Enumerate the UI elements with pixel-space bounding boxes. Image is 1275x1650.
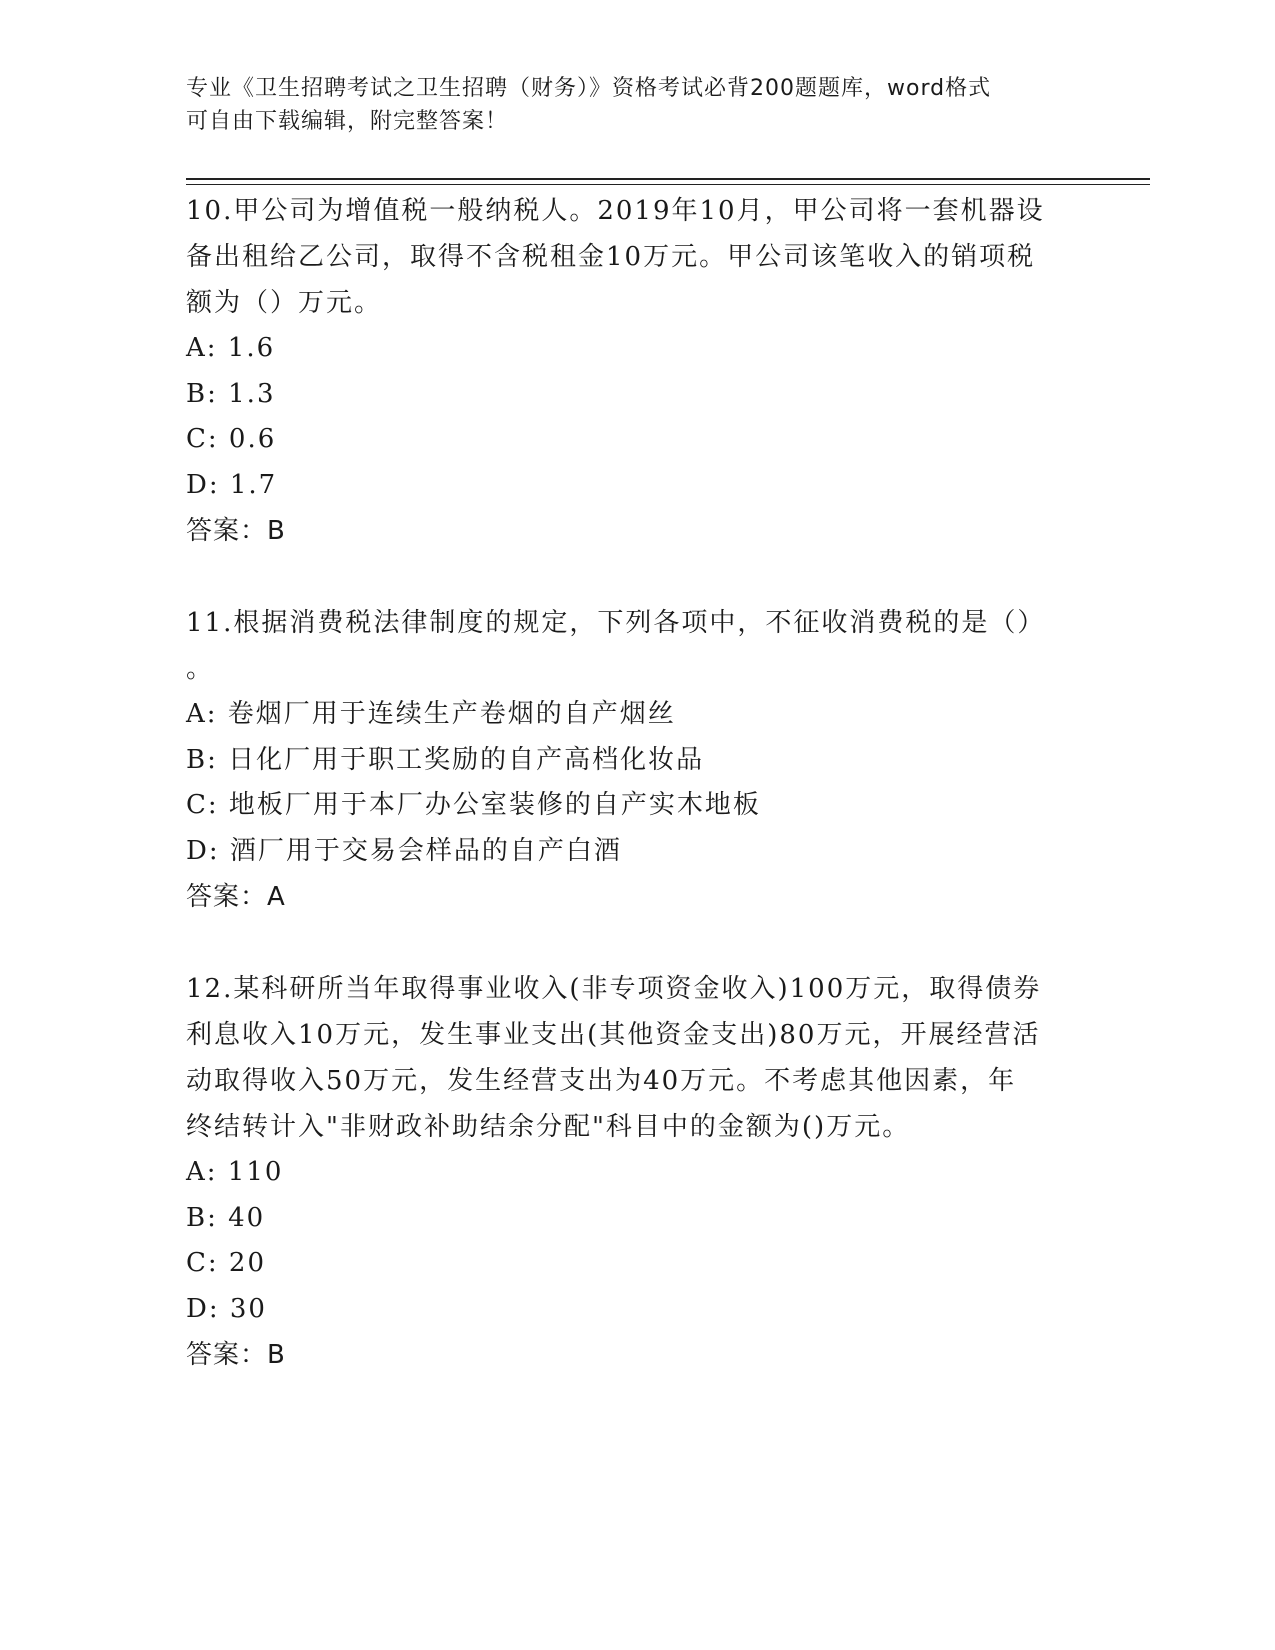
answer-line: 答案：B [186,1340,286,1370]
question-stem-line: 备出租给乙公司，取得不含税租金10万元。甲公司该笔收入的销项税 [186,242,1036,272]
question-10 [186,188,1086,554]
document-header [186,72,1086,138]
option-a: A: 卷烟厂用于连续生产卷烟的自产烟丝 [186,699,676,729]
option-d: D: 30 [186,1293,267,1324]
header-line-2: 可自由下载编辑，附完整答案！ [186,109,509,134]
question-stem-line: 额为（）万元。 [186,288,383,318]
option-c: C: 20 [186,1248,267,1278]
option-b: B: 日化厂用于职工奖励的自产高档化妆品 [186,744,705,775]
question-stem-line: 10.甲公司为增值税一般纳税人。2019年10月，甲公司将一套机器设 [186,196,1045,226]
answer-line: 答案：B [186,516,286,546]
question-stem-line: 。 [186,654,215,684]
answer-line: 答案：A [186,882,286,912]
question-stem-line: 12.某科研所当年取得事业收入(非专项资金收入)100万元，取得债券 [186,974,1042,1004]
question-stem-line: 利息收入10万元，发生事业支出(其他资金支出)80万元，开展经营活 [186,1020,1041,1050]
option-b: B: 1.3 [186,378,276,409]
question-stem-line: 终结转计入"非财政补助结余分配"科目中的金额为()万元。 [186,1112,911,1142]
question-stem-line: 11.根据消费税法律制度的规定，下列各项中，不征收消费税的是（） [186,608,1046,638]
option-a: A: 1.6 [186,333,276,363]
option-a: A: 110 [186,1157,284,1187]
option-d: D: 1.7 [186,469,278,500]
question-list [186,188,1086,1424]
question-stem-line: 动取得收入50万元，发生经营支出为40万元。不考虑其他因素，年 [186,1066,1017,1096]
question-11 [186,600,1086,920]
header-line-1: 专业《卫生招聘考试之卫生招聘（财务）》资格考试必背200题题库，word格式 [186,76,992,101]
option-d: D: 酒厂用于交易会样品的自产白酒 [186,835,622,866]
option-c: C: 地板厂用于本厂办公室装修的自产实木地板 [186,790,761,820]
option-b: B: 40 [186,1202,266,1233]
option-c: C: 0.6 [186,424,277,454]
header-divider-thick [186,178,1150,180]
question-12 [186,966,1086,1378]
header-divider-thin [186,184,1150,185]
